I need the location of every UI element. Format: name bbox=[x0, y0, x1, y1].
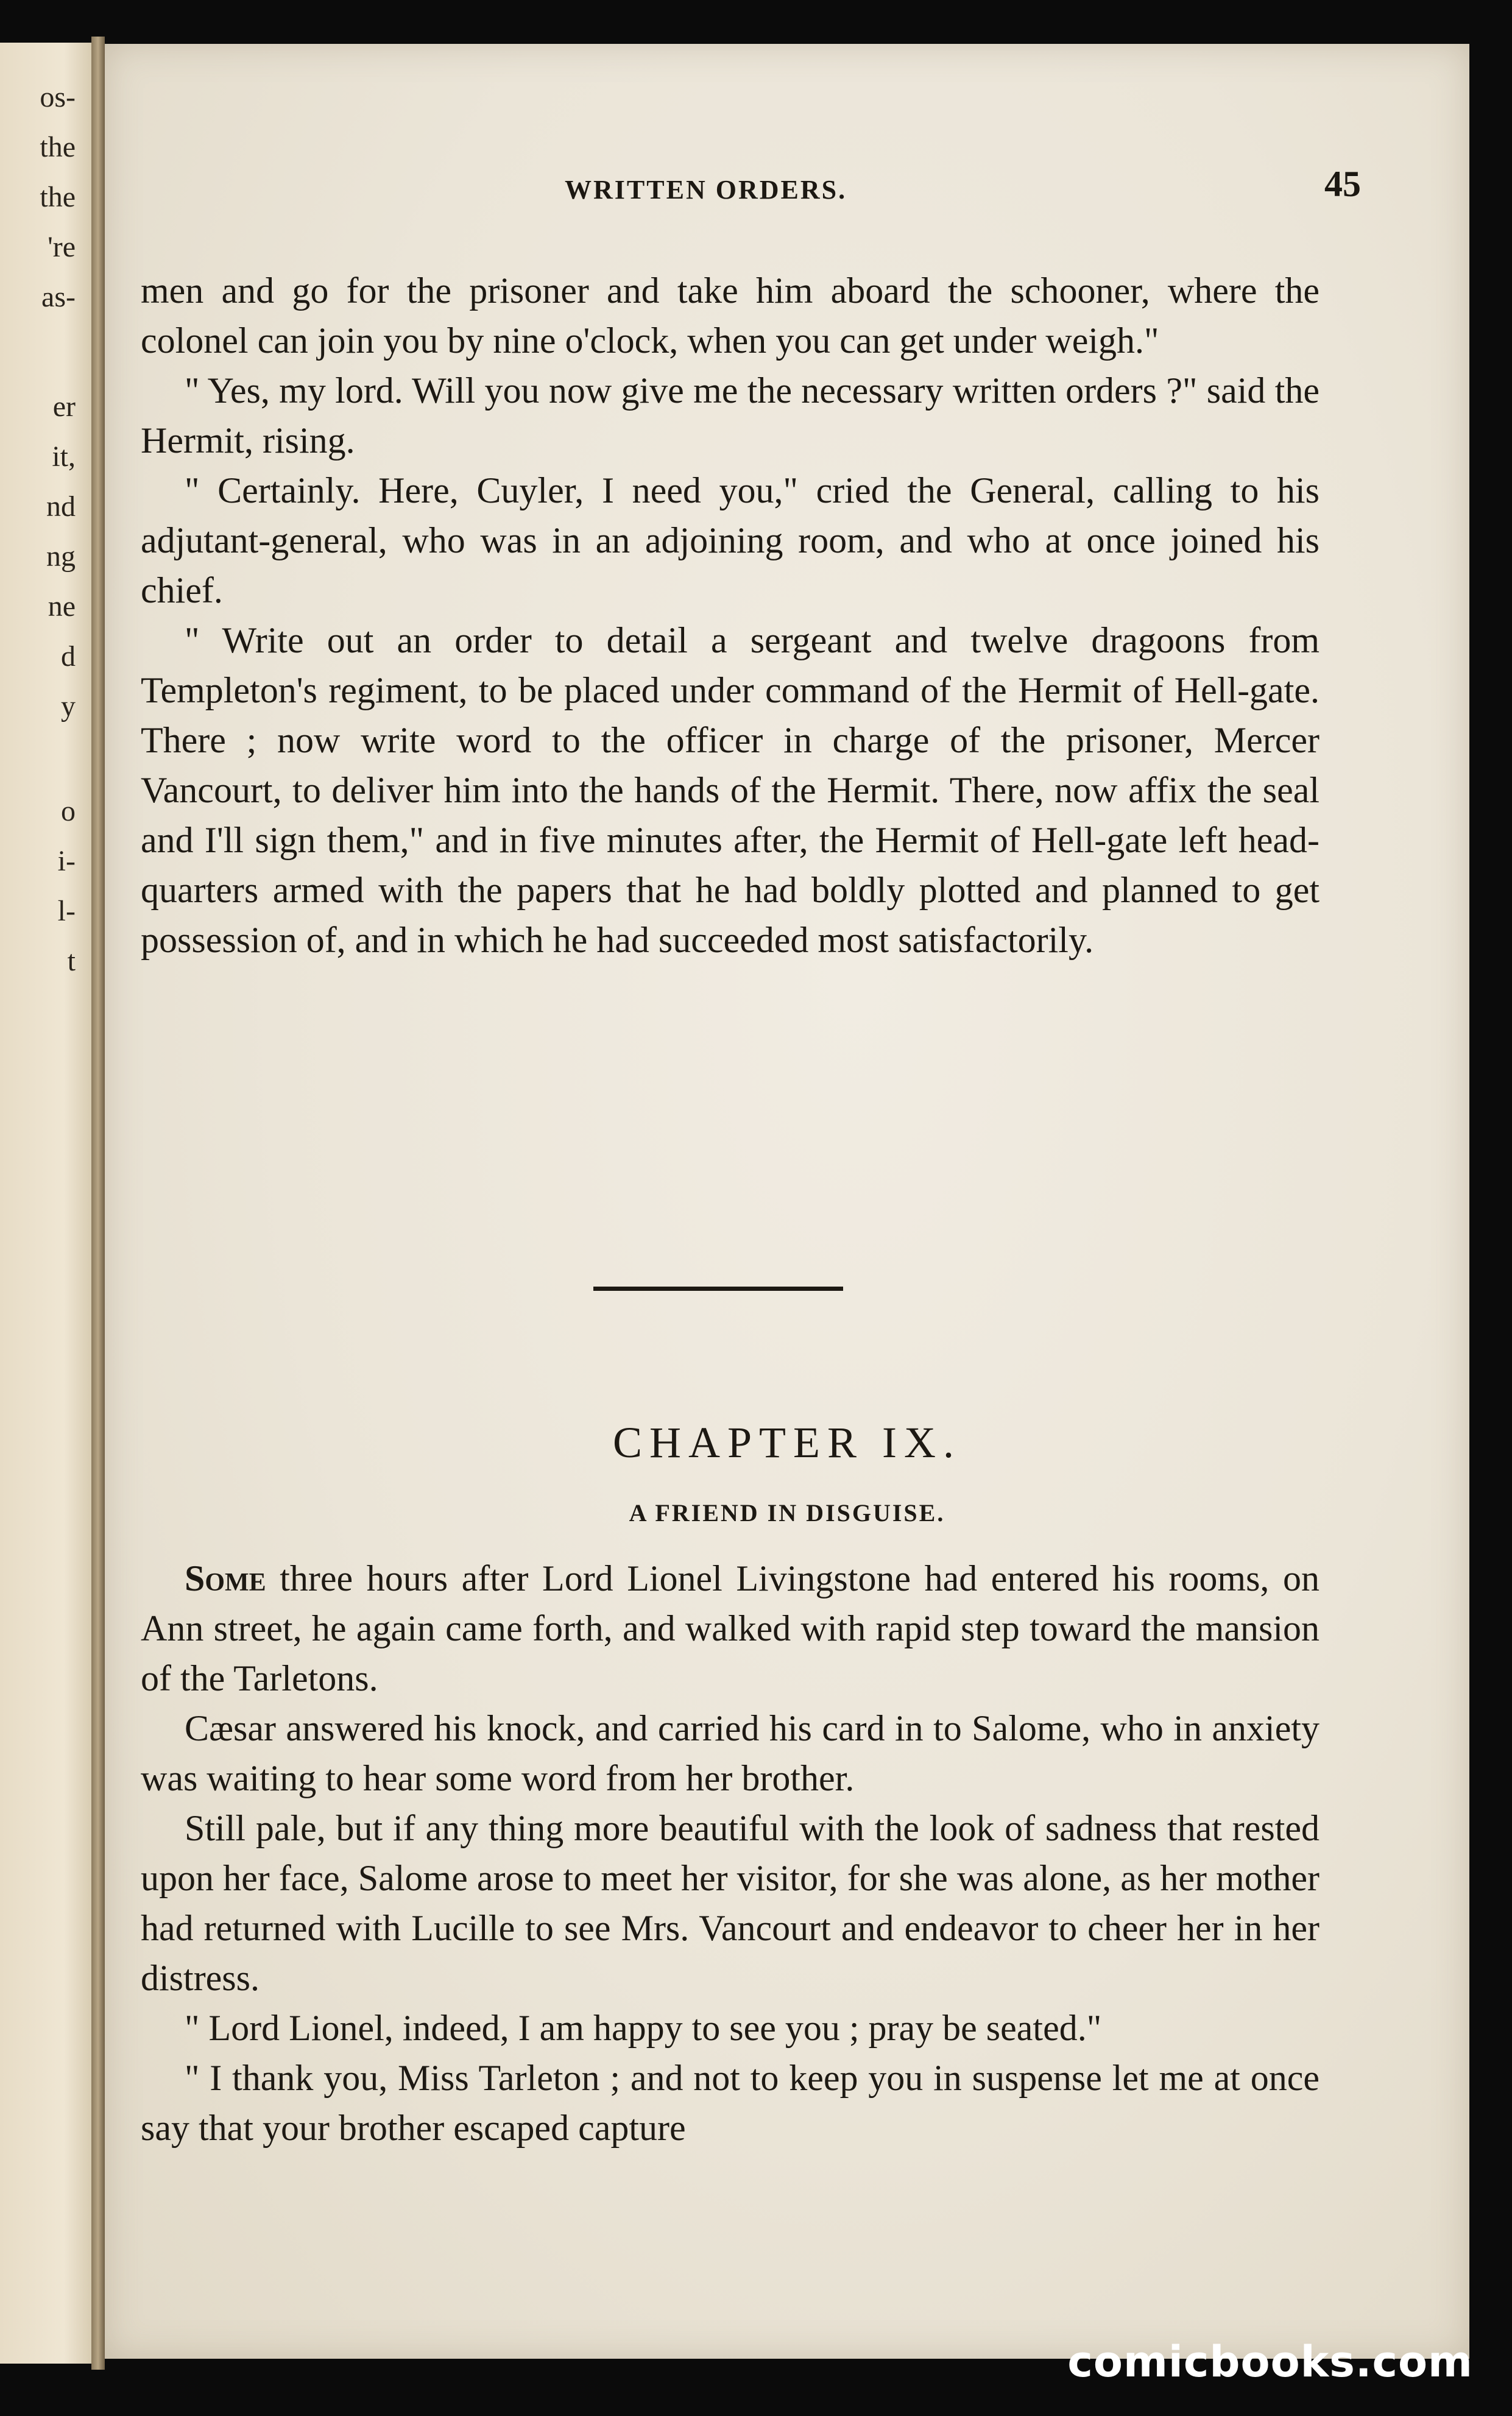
book-gutter bbox=[91, 37, 105, 2370]
running-head bbox=[105, 164, 1469, 223]
chapter-heading: CHAPTER IX. bbox=[612, 1418, 961, 1467]
facing-page-fragment: ne bbox=[48, 590, 76, 623]
facing-page-fragment: er bbox=[52, 390, 76, 423]
facing-page-fragment: d bbox=[61, 640, 76, 673]
facing-page-fragment: it, bbox=[52, 440, 76, 473]
facing-page-fragment: l- bbox=[57, 895, 76, 927]
book-page bbox=[105, 44, 1469, 2359]
paragraph: Cæsar answered his knock, and carried his card in to Salome, who in anxiety was waiting to hear some word from her brother. bbox=[141, 1708, 1319, 1798]
facing-page-fragment: ng bbox=[46, 540, 76, 573]
section-divider bbox=[593, 1287, 843, 1291]
facing-page-fragment: o bbox=[61, 795, 76, 827]
paragraph: " I thank you, Miss Tarleton ; and not to keep you in suspense let me at once say that your brother escaped capture bbox=[141, 2058, 1319, 2148]
top-text-block bbox=[141, 266, 1319, 965]
chapter-opening-paragraph bbox=[141, 1553, 1319, 1703]
paragraph: " Certainly. Here, Cuyler, I need you," cried the General, calling to his adjutant-general, who was in an adjoining room, and who at once joined his chief. bbox=[141, 470, 1319, 610]
lead-word: Some bbox=[185, 1558, 266, 1598]
facing-page-fragment: 're bbox=[48, 231, 76, 263]
facing-page-fragment: nd bbox=[46, 490, 76, 523]
opening-text: three hours after Lord Lionel Livingstone had entered his rooms, on Ann street, he again came forth, and walked with rapid step toward the mansion of the Tarletons. bbox=[141, 1558, 1319, 1698]
paragraph: " Lord Lionel, indeed, I am happy to see you ; pray be seated." bbox=[185, 2008, 1102, 2048]
facing-page-fragment: t bbox=[67, 945, 76, 977]
page-number: 45 bbox=[1324, 164, 1361, 204]
paragraph: men and go for the prisoner and take him aboard the schooner, where the colonel can join you by nine o'clock, when you can get under weigh." bbox=[141, 270, 1319, 361]
paragraph: Still pale, but if any thing more beautiful with the look of sadness that rested upon her face, Salome arose to meet her visitor, for she was alone, as her mother had returned with Lucille to see Mrs. Vancourt and endeavor to cheer her in her distress. bbox=[141, 1808, 1319, 1998]
facing-page-fragment: os- bbox=[40, 81, 76, 113]
chapter-subtitle: A FRIEND IN DISGUISE. bbox=[629, 1499, 945, 1527]
paragraph: " Write out an order to detail a sergeant and twelve dragoons from Templeton's regiment, to be placed under command of the Hermit of Hell-gate. There ; now write word to the officer in charge of the prisoner, Mercer Vancourt, to deliver him into the hands of the Hermit. There, now affix the seal and I'll sign them," and in five minutes after, the Hermit of Hell-gate left head-quarters armed with the papers that he had boldly plotted and planned to get possession of, and in which he had succeeded most satisfactorily. bbox=[141, 620, 1319, 960]
paragraph: " Yes, my lord. Will you now give me the necessary written orders ?" said the Hermit, rising. bbox=[141, 370, 1319, 461]
facing-page-fragment: y bbox=[61, 690, 76, 722]
running-head-title: WRITTEN ORDERS. bbox=[565, 175, 847, 205]
site-watermark: comicbooks.com bbox=[1067, 2337, 1473, 2387]
facing-page-fragment: the bbox=[40, 131, 76, 163]
facing-page-fragment: i- bbox=[57, 845, 76, 877]
facing-page-fragment: as- bbox=[41, 281, 76, 313]
facing-page-edge bbox=[0, 43, 91, 2364]
chapter-text-block bbox=[141, 1553, 1319, 2153]
facing-page-fragment: the bbox=[40, 181, 76, 213]
